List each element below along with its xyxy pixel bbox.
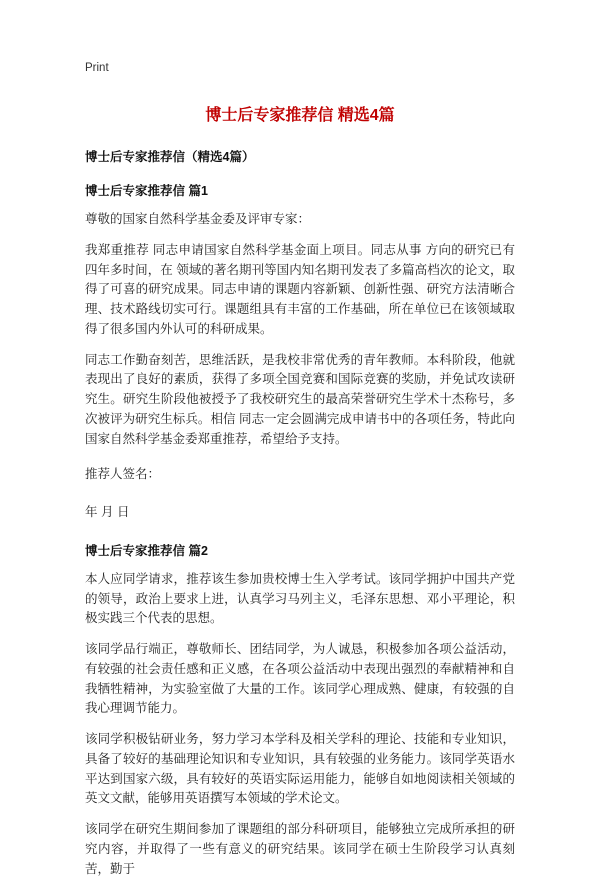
paragraph: 我郑重推荐 同志申请国家自然科学基金面上项目。同志从事 方向的研究已有四年多时间，在 领域的著名期刊等国内知名期刊发表了多篇高档次的论文，取得了可喜的研究成果。同志申请的课题内容新颖、创新性强、研究方法清晰合理、技术路线切实可行。课题组具有丰富的工作基础，所在单位已在该领域取得了很多国内外认可的科研成果。 xyxy=(85,242,515,336)
date-line: 年 月 日 xyxy=(85,505,130,519)
salutation-line: 尊敬的国家自然科学基金委及评审专家： xyxy=(85,212,311,226)
section-2-heading: 博士后专家推荐信 篇2 xyxy=(85,543,208,558)
paragraph: 该同学积极钻研业务，努力学习本学科及相关学科的理论、技能和专业知识，具备了较好的基础理论知识和专业知识，具有较强的业务能力。该同学英语水平达到国家六级，具有较好的英语实际运用能力，能够自如地阅读相关领域的英文文献，能够用英语撰写本领域的学术论文。 xyxy=(85,732,515,806)
print-link[interactable]: Print xyxy=(85,62,109,74)
section-1-heading: 博士后专家推荐信 篇1 xyxy=(85,184,208,198)
paragraph: 本人应同学请求，推荐该生参加贵校博士生入学考试。该同学拥护中国共产党的领导，政治上要求上进，认真学习马列主义，毛泽东思想、邓小平理论，积极实践三个代表的思想。 xyxy=(85,571,515,626)
paragraph: 该同学在研究生期间参加了课题组的部分科研项目，能够独立完成所承担的研究内容，并取得了一些有意义的研究结果。该同学在硕士生阶段学习认真刻苦，勤于 xyxy=(85,822,515,876)
section-letter-1 xyxy=(85,181,515,523)
section-letter-2 xyxy=(85,541,515,879)
page-title: 博士后专家推荐信 精选4篇 xyxy=(205,107,395,124)
paragraph: 同志工作勤奋刻苦，思维活跃，是我校非常优秀的青年教师。本科阶段，他就表现出了良好的素质，获得了多项全国竞赛和国际竞赛的奖励，并免试攻读研究生。研究生阶段他被授予了我校研究生的最高荣誉研究生学术十杰称号，多次被评为研究生标兵。相信 同志一定会圆满完成申请书中的各项任务，特此向国家自然科学基金委郑重推荐，希望给予支持。 xyxy=(85,352,515,446)
signature-line: 推荐人签名： xyxy=(85,467,161,482)
paragraph: 该同学品行端正，尊敬师长、团结同学，为人诚恳，积极参加各项公益活动，有较强的社会责任感和正义感，在各项公益活动中表现出强烈的奉献精神和自我牺牲精神，为实验室做了大量的工作。该同学心理成熟、健康，有较强的自我心理调节能力。 xyxy=(85,642,515,716)
doc-subtitle: 博士后专家推荐信（精选4篇） xyxy=(85,150,255,164)
